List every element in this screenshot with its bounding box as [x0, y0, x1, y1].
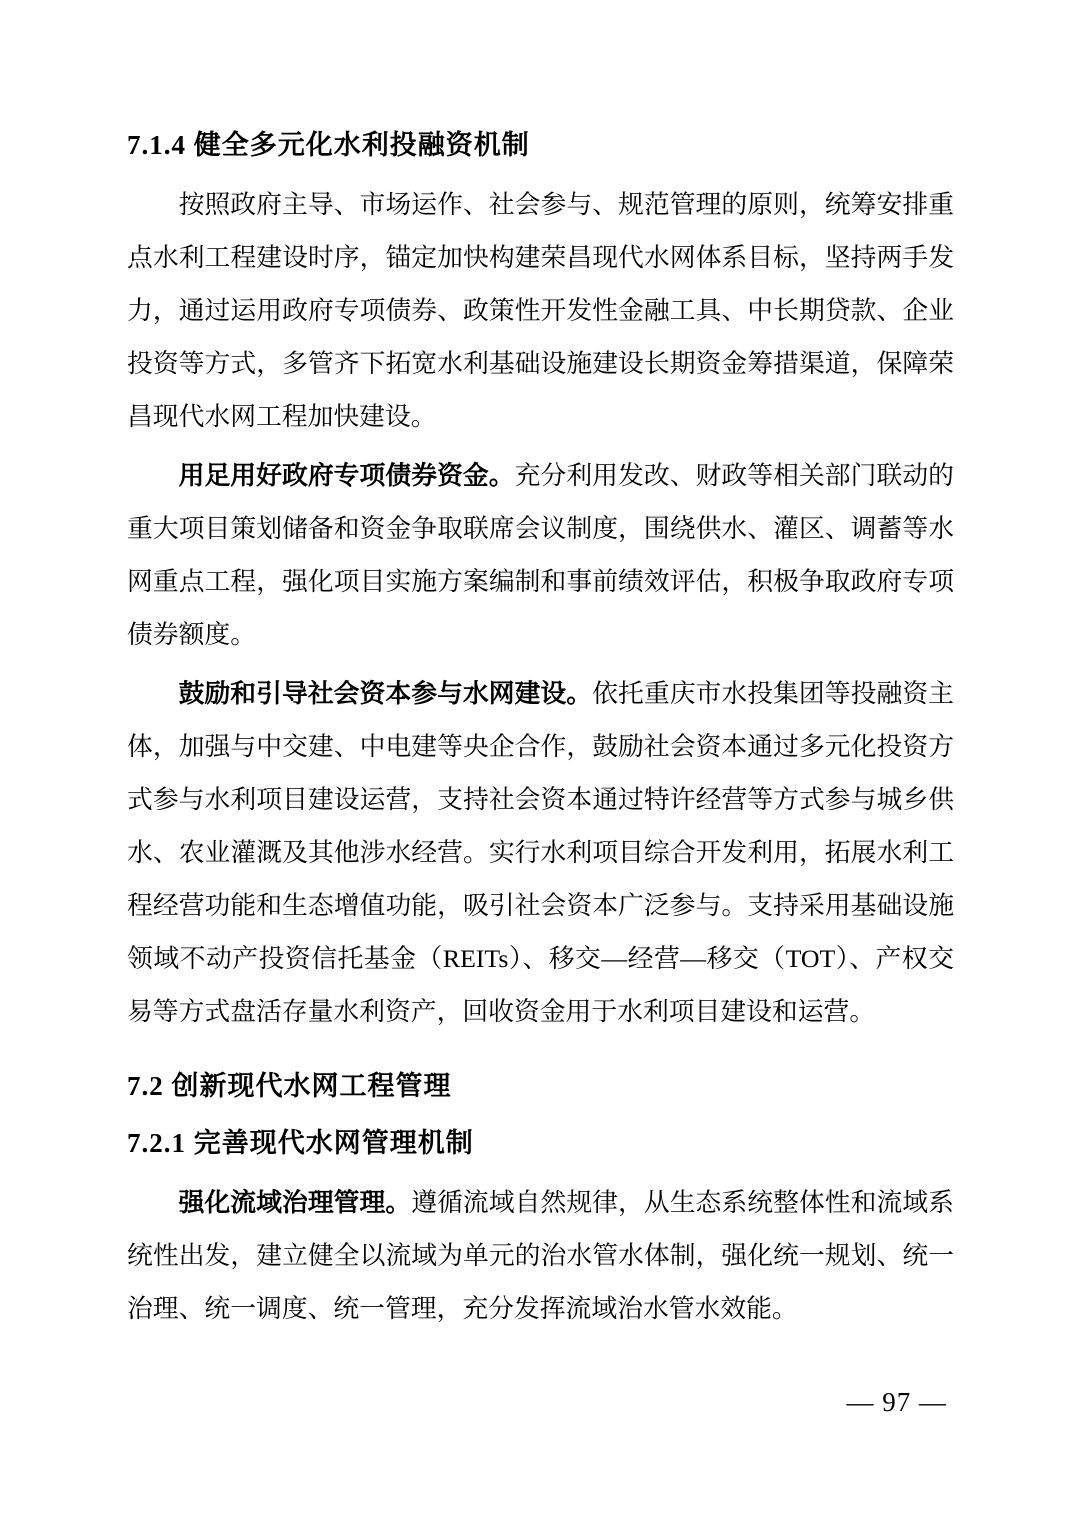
document-content: [127, 119, 954, 1335]
body-paragraph-4: [127, 1176, 954, 1335]
paragraph-4-lead: 强化流域治理管理。: [178, 1188, 412, 1217]
paragraph-3-body: 依托重庆市水投集团等投融资主体，加强与中交建、中电建等央企合作，鼓励社会资本通过多元化投资方式参与水利项目建设运营，支持社会资本通过特许经营等方式参与城乡供水、农业灌溉及其他涉水经营。实行水利项目综合开发利用，拓展水利工程经营功能和生态增值功能，吸引社会资本广泛参与。支持采用基础设施领域不动产投资信托基金（REITs）、移交—经营—移交（TOT）、产权交易等方式盘活存量水利资产，回收资金用于水利项目建设和运营。: [127, 679, 954, 1026]
paragraph-1-body: 按照政府主导、市场运作、社会参与、规范管理的原则，统筹安排重点水利工程建设时序，锚定加快构建荣昌现代水网体系目标，坚持两手发力，通过运用政府专项债券、政策性开发性金融工具、中长期贷款、企业投资等方式，多管齐下拓宽水利基础设施建设长期资金筹措渠道，保障荣昌现代水网工程加快建设。: [127, 190, 954, 431]
page-number: — 97 —: [846, 1387, 947, 1417]
paragraph-3-lead: 鼓励和引导社会资本参与水网建设。: [178, 679, 593, 708]
body-paragraph-3: [127, 667, 954, 1038]
body-paragraph-2: [127, 449, 954, 661]
body-paragraph-1: [127, 178, 954, 443]
paragraph-2-lead: 用足用好政府专项债券资金。: [178, 461, 515, 490]
section-heading-7-2: 7.2 创新现代水网工程管理: [127, 1071, 452, 1101]
paragraph-2-body: 充分利用发改、财政等相关部门联动的重大项目策划储备和资金争取联席会议制度，围绕供水、灌区、调蓄等水网重点工程，强化项目实施方案编制和事前绩效评估，积极争取政府专项债券额度。: [127, 461, 954, 649]
section-heading-7-1-4: 7.1.4 健全多元化水利投融资机制: [127, 130, 530, 160]
paragraph-4-body: 遵循流域自然规律，从生态系统整体性和流域系统性出发，建立健全以流域为单元的治水管水体制，强化统一规划、统一治理、统一调度、统一管理，充分发挥流域治水管水效能。: [127, 1188, 954, 1323]
section-heading-7-2-1: 7.2.1 完善现代水网管理机制: [127, 1128, 474, 1158]
